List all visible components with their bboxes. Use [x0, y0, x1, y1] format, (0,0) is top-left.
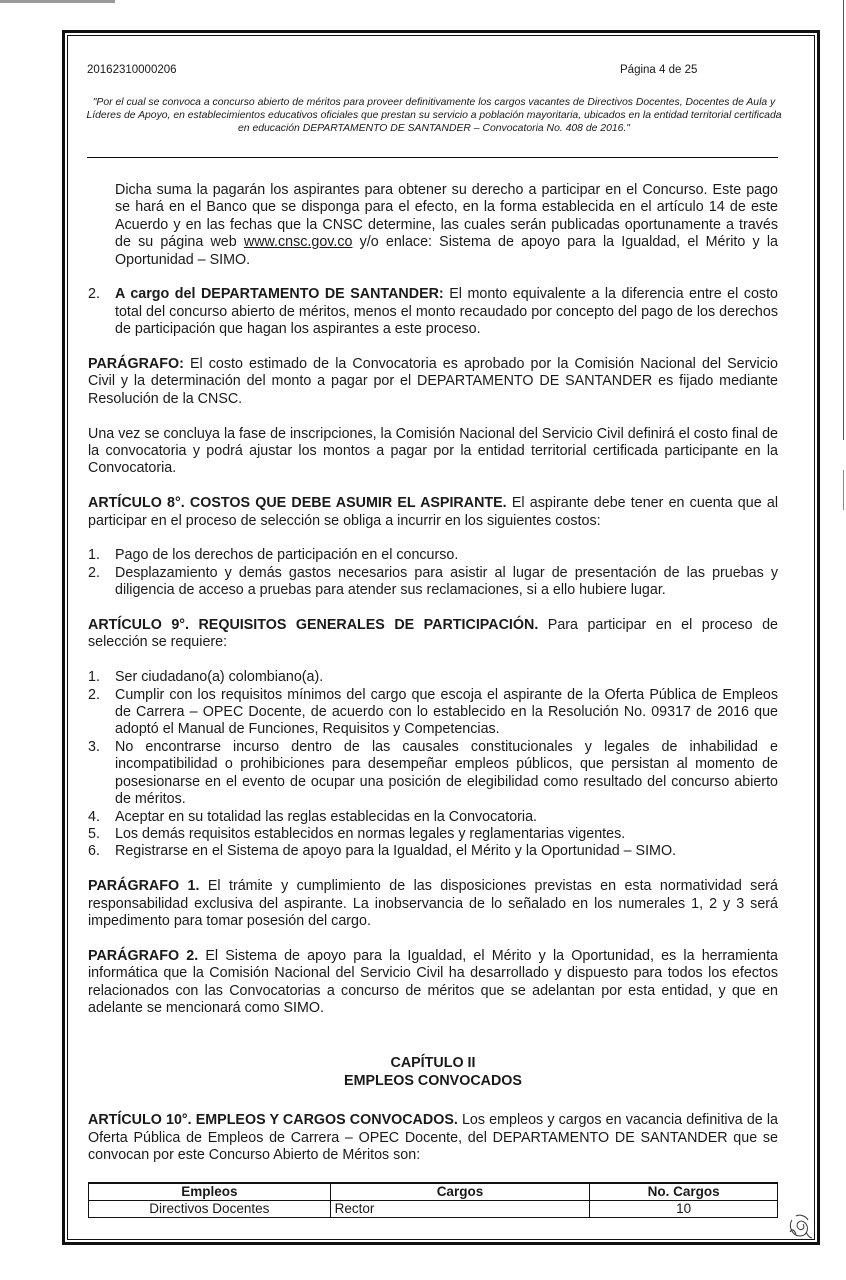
scan-edge-line	[843, 470, 844, 510]
article-9-list	[88, 669, 778, 860]
cell-no-cargos: 10	[590, 1200, 778, 1217]
item-number: 3.	[88, 738, 100, 755]
cell-empleo: Directivos Docentes	[89, 1200, 331, 1217]
item-number: 1.	[88, 547, 100, 564]
list-item-departamento	[88, 286, 778, 338]
table-header-row	[89, 1183, 778, 1201]
list-item	[88, 809, 778, 826]
list-item	[88, 687, 778, 739]
item-number: 2.	[88, 286, 100, 303]
article-text: Los empleos y cargos en vacancia definitiva de la Oferta Pública de Empleos de Carrera – OPEC Docente, del DEPARTAMENTO DE SANTANDER que se convocan por este Concurso Abierto de Méritos son:	[88, 1112, 778, 1163]
text: Dicha suma la pagarán los aspirantes para obtener su derecho a participar en el Concurso. Este pago se hará en el Banco que se disponga para el efecto, en la forma establecida en el artículo 14 de este Acuerdo y en las fechas que la CNSC determine, las cuales serán publicadas oportunamente a través de su página web	[115, 182, 778, 251]
scan-edge-line	[843, 0, 844, 440]
article-8	[88, 495, 778, 530]
cell-cargo: Rector	[330, 1200, 590, 1217]
paragrafo-2	[88, 948, 778, 1018]
paragraph-una-vez: Una vez se concluya la fase de inscripciones, la Comisión Nacional del Servicio Civil definirá el costo final de la convocatoria y podrá ajustar los montos a pagar por la entidad territorial certificada participante en la Convocatoria.	[88, 425, 778, 477]
article-9	[88, 617, 778, 652]
item-number: 4.	[88, 808, 100, 825]
article-text: El aspirante debe tener en cuenta que al participar en el proceso de selección se obliga a incurrir en los siguientes costos:	[88, 495, 778, 529]
article-heading: ARTÍCULO 9°. REQUISITOS GENERALES DE PARTICIPACIÓN.	[88, 617, 539, 634]
header-divider	[87, 157, 778, 158]
text: y/o enlace: Sistema de apoyo para la Igualdad, el Mérito y la Oportunidad – SIMO.	[115, 234, 778, 268]
table-row	[89, 1200, 778, 1217]
paragraph-payment	[88, 182, 778, 269]
list-item	[88, 547, 778, 564]
item-text: Desplazamiento y demás gastos necesarios para asistir al lugar de presentación de las pruebas y diligencia de acceso a pruebas para atender sus reclamaciones, si a ello hubiere lugar.	[115, 564, 778, 599]
item-number: 2.	[88, 686, 100, 703]
item-number: 5.	[88, 825, 100, 842]
item-text: Cumplir con los requisitos mínimos del cargo que escoja el aspirante de la Oferta Pública de Empleos de Carrera – OPEC Docente, de acuerdo con lo establecido en la Resolución No. 09317 de 2016 que adoptó el Manual de Funciones, Requisitos y Competencias.	[115, 686, 778, 738]
article-10	[88, 1112, 778, 1164]
column-header-cargos: Cargos	[330, 1183, 590, 1201]
item-text: Pago de los derechos de participación en el concurso.	[115, 547, 459, 564]
list-item	[88, 826, 778, 843]
paragrafo	[88, 356, 778, 408]
list-item	[88, 843, 778, 860]
item-text: No encontrarse incurso dentro de las causales constitucionales y legales de inhabilidad e incompatibilidad o prohibiciones para desempeñar empleos públicos, que persistan al momento de posesionarse en el evento de ocupar una posición de elegibilidad como resultado del concurso abierto de méritos.	[115, 738, 778, 808]
document-body	[88, 182, 778, 1218]
paragrafo-heading: PARÁGRAFO:	[88, 356, 184, 373]
item-text: Registrarse en el Sistema de apoyo para la Igualdad, el Mérito y la Oportunidad – SIMO.	[115, 843, 677, 860]
chapter-title: EMPLEOS CONVOCADOS	[344, 1072, 522, 1089]
initials-stamp-icon	[786, 1212, 814, 1240]
chapter-number: CAPÍTULO II	[390, 1055, 476, 1072]
item-text: Ser ciudadano(a) colombiano(a).	[115, 669, 324, 686]
scan-artifact	[0, 0, 115, 3]
chapter-heading	[88, 1055, 778, 1090]
empleos-table	[88, 1182, 778, 1218]
paragrafo-text: El costo estimado de la Convocatoria es aprobado por la Comisión Nacional del Servicio Civil y la determinación del monto a pagar por el DEPARTAMENTO DE SANTANDER es fijado mediante Resolución de la CNSC.	[88, 356, 778, 407]
item-text: El monto equivalente a la diferencia entre el costo total del concurso abierto de méritos, menos el monto recaudado por concepto del pago de los derechos de participación que hagan los aspirantes a este proceso.	[115, 286, 778, 338]
document-id: 20162310000206	[87, 64, 177, 76]
item-number: 1.	[88, 669, 100, 686]
page-number: Página 4 de 25	[620, 64, 698, 76]
list-item	[88, 669, 778, 686]
list-item	[88, 739, 778, 809]
paragrafo-heading: PARÁGRAFO 2.	[88, 947, 199, 964]
paragrafo-text: El trámite y cumplimiento de las disposiciones previstas en esta normatividad será responsabilidad exclusiva del aspirante. La inobservancia de lo señalado en los numerales 1, 2 y 3 será impedimento para tomar posesión del cargo.	[88, 878, 778, 929]
paragrafo-heading: PARÁGRAFO 1.	[88, 878, 200, 895]
article-text: Para participar en el proceso de selección se requiere:	[88, 617, 778, 651]
article-heading: ARTÍCULO 10°. EMPLEOS Y CARGOS CONVOCADOS.	[88, 1112, 458, 1129]
paragrafo-1	[88, 878, 778, 930]
item-heading: A cargo del DEPARTAMENTO DE SANTANDER:	[115, 286, 444, 303]
list-item	[88, 565, 778, 600]
article-8-list	[88, 547, 778, 599]
cnsc-link[interactable]: www.cnsc.gov.co	[243, 234, 353, 251]
item-text: Aceptar en su totalidad las reglas establecidas en la Convocatoria.	[115, 808, 538, 825]
item-number: 2.	[88, 564, 100, 581]
item-text: Los demás requisitos establecidos en normas legales y reglamentarias vigentes.	[115, 825, 626, 842]
item-number: 6.	[88, 843, 100, 860]
article-heading: ARTÍCULO 8°. COSTOS QUE DEBE ASUMIR EL ASPIRANTE.	[88, 495, 507, 512]
header-title: "Por el cual se convoca a concurso abierto de méritos para proveer definitivamente los cargos vacantes de Directivos Docentes, Docentes de Aula y Líderes de Apoyo, en establecimientos educativos oficiales que prestan su servicio a población mayoritaria, ubicados en la entidad territorial certificada en educación DEPARTAMENTO DE SANTANDER – Convocatoria No. 408 de 2016."	[86, 97, 782, 134]
column-header-empleos: Empleos	[89, 1183, 331, 1201]
paragrafo-text: El Sistema de apoyo para la Igualdad, el Mérito y la Oportunidad, es la herramienta informática que la Comisión Nacional del Servicio Civil ha desarrollado y dispuesto para todos los efectos relacionados con las Convocatorias a concurso de méritos que se adelantan por esta entidad, y que en adelante se mencionará como SIMO.	[88, 947, 779, 1016]
column-header-no-cargos: No. Cargos	[590, 1183, 778, 1201]
